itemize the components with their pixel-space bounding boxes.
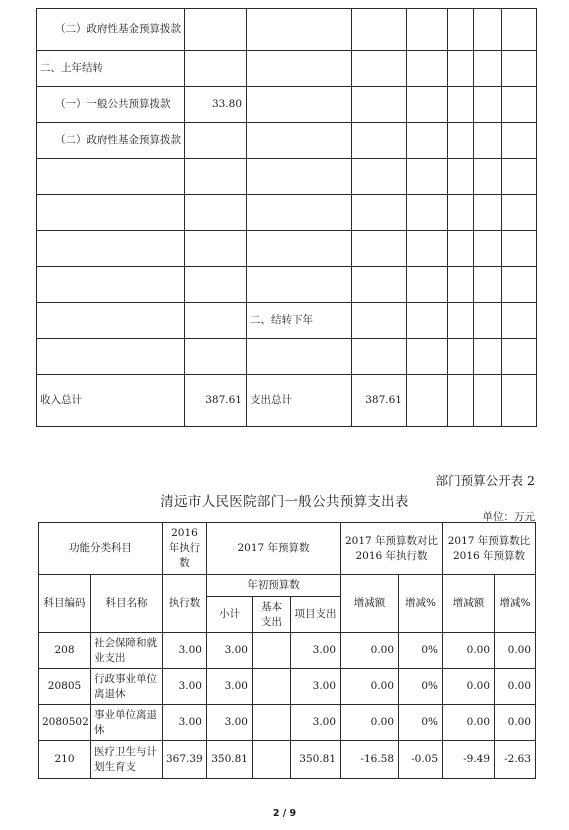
row-exec: 367.39	[163, 741, 207, 779]
row-exec: 3.00	[163, 705, 207, 741]
expense-amount	[352, 303, 407, 339]
page-number: 2 / 9	[272, 808, 297, 819]
row-inc-pct-1: 0%	[399, 669, 443, 705]
expense-amount	[352, 339, 407, 375]
row-code: 210	[39, 741, 91, 779]
row-subtotal: 3.00	[207, 633, 253, 669]
header-func-class: 功能分类科目	[39, 523, 163, 575]
row-inc-amt-1: -16.58	[341, 741, 399, 779]
row-project: 3.00	[291, 705, 341, 741]
table-row	[39, 669, 536, 705]
expense-label	[247, 231, 352, 267]
row-inc-pct-1: 0%	[399, 633, 443, 669]
header-cmp-exec: 2017 年预算数对比 2016 年执行数	[341, 523, 443, 575]
row-code: 2080502	[39, 705, 91, 741]
income-row	[37, 51, 537, 87]
row-exec: 3.00	[163, 669, 207, 705]
header-name: 科目名称	[91, 575, 163, 633]
total-row	[37, 375, 537, 427]
row-inc-amt-2: 0.00	[443, 705, 495, 741]
row-project: 3.00	[291, 669, 341, 705]
expense-amount	[352, 267, 407, 303]
income-amount	[185, 231, 247, 267]
expense-label	[247, 123, 352, 159]
row-name: 社会保障和就业支出	[91, 633, 163, 669]
header-budget-2017: 2017 年预算数	[207, 523, 341, 575]
income-row	[37, 195, 537, 231]
income-row	[37, 267, 537, 303]
expense-total-amount: 387.61	[352, 375, 407, 427]
expense-label: 二、结转下年	[247, 303, 352, 339]
income-label	[37, 195, 185, 231]
page-title: 清远市人民医院部门一般公共预算支出表	[160, 494, 409, 510]
row-inc-pct-2: 0.00	[495, 705, 536, 741]
expense-amount	[352, 9, 407, 51]
row-inc-pct-2: -2.63	[495, 741, 536, 779]
expenditure-table	[38, 522, 536, 779]
expense-label	[247, 267, 352, 303]
header-exec: 执行数	[163, 575, 207, 633]
income-label	[37, 159, 185, 195]
header-cmp-budget: 2017 年预算数比 2016 年预算数	[443, 523, 536, 575]
expense-label	[247, 159, 352, 195]
table-row	[39, 741, 536, 779]
header-initial-budget: 年初预算数	[207, 575, 341, 597]
row-basic	[253, 669, 291, 705]
header-row-1	[39, 523, 536, 575]
header-inc-amt-1: 增减额	[341, 575, 399, 633]
income-amount	[185, 267, 247, 303]
row-name: 行政事业单位离退休	[91, 669, 163, 705]
header-basic: 基本支出	[253, 597, 291, 633]
row-subtotal: 3.00	[207, 705, 253, 741]
expense-amount	[352, 195, 407, 231]
income-amount	[185, 195, 247, 231]
row-inc-pct-1: 0%	[399, 705, 443, 741]
income-label: （一）一般公共预算拨款	[37, 87, 185, 123]
income-amount	[185, 303, 247, 339]
row-inc-amt-2: -9.49	[443, 741, 495, 779]
income-expense-table	[36, 8, 537, 427]
income-row	[37, 339, 537, 375]
table-row	[39, 705, 536, 741]
expense-amount	[352, 159, 407, 195]
income-row	[37, 159, 537, 195]
header-code: 科目编码	[39, 575, 91, 633]
row-name: 医疗卫生与计划生育支	[91, 741, 163, 779]
header-row-2	[39, 575, 536, 597]
row-code: 20805	[39, 669, 91, 705]
income-amount	[185, 339, 247, 375]
income-row	[37, 87, 537, 123]
unit-label: 单位：万元	[482, 511, 535, 523]
header-subtotal: 小计	[207, 597, 253, 633]
income-amount	[185, 51, 247, 87]
expense-amount	[352, 87, 407, 123]
row-project: 350.81	[291, 741, 341, 779]
income-label	[37, 303, 185, 339]
expense-label	[247, 87, 352, 123]
expense-amount	[352, 123, 407, 159]
header-inc-pct-1: 增减%	[399, 575, 443, 633]
income-label	[37, 267, 185, 303]
row-inc-pct-1: -0.05	[399, 741, 443, 779]
row-inc-pct-2: 0.00	[495, 633, 536, 669]
row-subtotal: 3.00	[207, 669, 253, 705]
income-total-amount: 387.61	[185, 375, 247, 427]
expense-amount	[352, 51, 407, 87]
expense-label	[247, 9, 352, 51]
income-row	[37, 9, 537, 51]
income-row	[37, 303, 537, 339]
row-basic	[253, 705, 291, 741]
form-number: 部门预算公开表 2	[435, 473, 535, 488]
table-row	[39, 633, 536, 669]
header-exec-2016: 2016 年执行数	[163, 523, 207, 575]
income-amount	[185, 159, 247, 195]
row-code: 208	[39, 633, 91, 669]
row-basic	[253, 633, 291, 669]
income-row	[37, 123, 537, 159]
row-inc-pct-2: 0.00	[495, 669, 536, 705]
expense-label	[247, 195, 352, 231]
income-label: （二）政府性基金预算拨款	[37, 9, 185, 51]
header-inc-pct-2: 增减%	[495, 575, 536, 633]
income-label	[37, 339, 185, 375]
header-project: 项目支出	[291, 597, 341, 633]
row-name: 事业单位离退休	[91, 705, 163, 741]
income-amount	[185, 9, 247, 51]
row-inc-amt-1: 0.00	[341, 633, 399, 669]
row-project: 3.00	[291, 633, 341, 669]
header-inc-amt-2: 增减额	[443, 575, 495, 633]
row-basic	[253, 741, 291, 779]
row-inc-amt-2: 0.00	[443, 633, 495, 669]
income-label	[37, 231, 185, 267]
row-inc-amt-1: 0.00	[341, 669, 399, 705]
expense-amount	[352, 231, 407, 267]
income-label: 二、上年结转	[37, 51, 185, 87]
expense-label	[247, 51, 352, 87]
income-amount	[185, 123, 247, 159]
row-inc-amt-1: 0.00	[341, 705, 399, 741]
expense-total-label: 支出总计	[247, 375, 352, 427]
row-exec: 3.00	[163, 633, 207, 669]
row-subtotal: 350.81	[207, 741, 253, 779]
income-amount: 33.80	[185, 87, 247, 123]
income-row	[37, 231, 537, 267]
expense-label	[247, 339, 352, 375]
income-label: （二）政府性基金预算拨款	[37, 123, 185, 159]
row-inc-amt-2: 0.00	[443, 669, 495, 705]
income-total-label: 收入总计	[37, 375, 185, 427]
